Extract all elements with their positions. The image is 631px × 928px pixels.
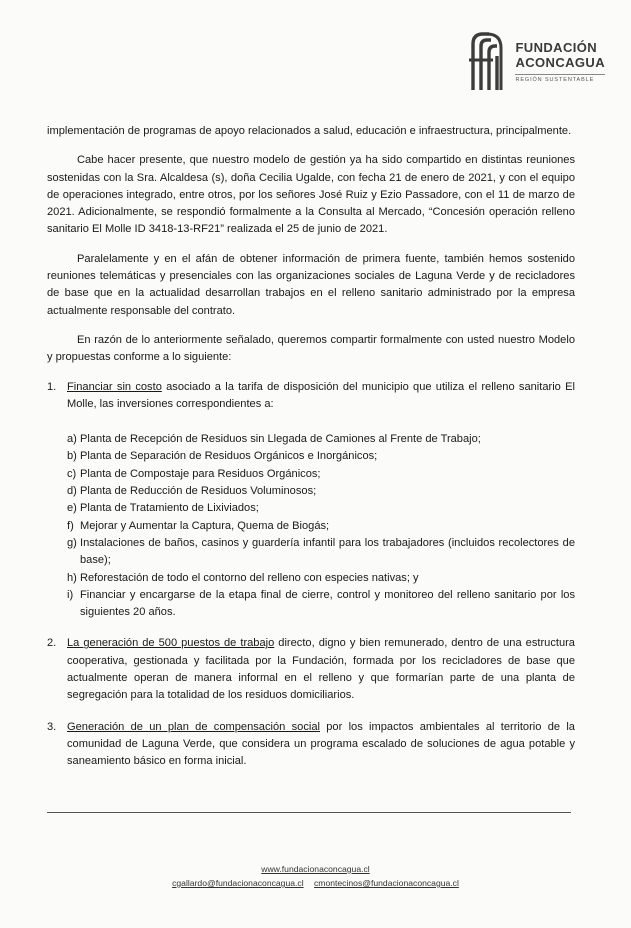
sublist-item (67, 483, 575, 500)
sublist-text: Financiar y encargarse de la etapa final de cierre, control y monitoreo del relleno sanitario por los siguientes 20 años. (80, 588, 575, 619)
sublist-item (67, 518, 575, 535)
paragraph-continuation: implementación de programas de apoyo relacionados a salud, educación e infraestructura, principalmente. (47, 125, 572, 137)
logo-line2: ACONCAGUA (515, 55, 605, 70)
sublist-text: Planta de Tratamiento de Lixiviados; (80, 502, 259, 515)
sublist-letter: h) (67, 571, 77, 584)
footer (0, 862, 631, 890)
footer-divider (47, 812, 571, 813)
proposal-item-2 (47, 635, 575, 704)
item-text (67, 635, 575, 704)
item-lead: Generación de un plan de compensación social (67, 720, 320, 733)
item-lead: Financiar sin costo (67, 380, 162, 393)
email-link-cmontecinos[interactable]: cmontecinos@fundacionaconcagua.cl (314, 878, 459, 888)
item-text (67, 379, 575, 414)
sublist-item (67, 587, 575, 622)
sublist-letter: f) (67, 519, 74, 532)
sublist-letter: d) (67, 485, 77, 498)
logo-tagline: REGIÓN SUSTENTABLE (515, 74, 605, 83)
item-number: 2. (47, 637, 57, 650)
sublist-text: Instalaciones de baños, casinos y guardería infantil para los trabajadores (incluidos recolectores de base); (80, 536, 575, 567)
sublist-item (67, 500, 575, 517)
sublist-item (67, 535, 575, 570)
logo-mark-icon (467, 30, 507, 92)
sublist-item (67, 431, 575, 448)
logo-line1: FUNDACIÓN (515, 40, 598, 55)
sublist-letter: c) (67, 467, 77, 480)
sublist-letter: i) (67, 588, 74, 601)
sublist-letter: b) (67, 450, 77, 463)
sublist-item (67, 570, 575, 587)
item-rest: por los impactos ambientales al territorio de la comunidad de Laguna Verde, que considera un programa escalado de soluciones de agua potable y saneamiento básico en forma inicial. (67, 720, 575, 768)
sublist-item (67, 448, 575, 465)
sublist-text: Planta de Reducción de Residuos Voluminosos; (80, 485, 317, 498)
investment-sublist (67, 431, 575, 621)
letter-body (47, 123, 575, 785)
fundacion-aconcagua-logo (467, 30, 605, 92)
sublist-text: Reforestación de todo el contorno del relleno con especies nativas; y (80, 571, 419, 584)
website-link[interactable]: www.fundacionaconcagua.cl (261, 864, 370, 874)
paragraph-meetings: Paralelamente y en el afán de obtener información de primera fuente, también hemos sostenido reuniones telemáticas y presenciales con las organizaciones sociales de Laguna Verde y de recicladores de base que en la actualidad desarrollan trabajos en el relleno sanitario administrado por la empresa actualmente responsable del contrato. (47, 252, 575, 317)
proposal-item-3 (47, 719, 575, 771)
paragraph-management-model: Cabe hacer presente, que nuestro modelo de gestión ya ha sido compartido en distintas reuniones sostenidas con la Sra. Alcaldesa (s), doña Cecilia Ugalde, con fecha 21 de enero de 2021, y con el equipo de operaciones integrado, entre otros, por los señores José Ruiz y Ezio Passadore, con el 11 de marzo de 2021. Adicionalmente, se respondió formalmente a la Consulta al Mercado, “Concesión operación relleno sanitario El Molle ID 3418-13-RF21” realizada el 25 de junio de 2021. (47, 154, 575, 236)
proposal-list (47, 379, 575, 771)
sublist-text: Planta de Compostaje para Residuos Orgánicos; (80, 467, 321, 480)
sublist-letter: g) (67, 536, 77, 549)
sublist-letter: a) (67, 433, 77, 446)
sublist-text: Mejorar y Aumentar la Captura, Quema de Biogás; (80, 519, 330, 532)
sublist-text: Planta de Recepción de Residuos sin Llegada de Camiones al Frente de Trabajo; (80, 433, 481, 446)
item-rest: directo, digno y bien remunerado, dentro de una estructura cooperativa, gestionada y facilitada por la Fundación, formada por los recicladores de base que actualmente operan de manera informal en el relleno y que formarían parte de una planta de segregación para la totalidad de los residuos domiciliarios. (67, 637, 575, 702)
sublist-text: Planta de Separación de Residuos Orgánicos e Inorgánicos; (80, 450, 378, 463)
item-rest: asociado a la tarifa de disposición del municipio que utiliza el relleno sanitario El Molle, las inversiones correspondientes a: (67, 380, 575, 410)
sublist-letter: e) (67, 502, 77, 515)
paragraph-proposal-intro: En razón de lo anteriormente señalado, queremos compartir formalmente con usted nuestro Modelo y propuestas conforme a lo siguiente: (47, 333, 575, 364)
item-number: 1. (47, 380, 57, 393)
email-link-cgallardo[interactable]: cgallardo@fundacionaconcagua.cl (172, 878, 304, 888)
item-text (67, 719, 575, 771)
item-number: 3. (47, 720, 57, 733)
sublist-item (67, 466, 575, 483)
proposal-item-1 (47, 379, 575, 622)
item-lead: La generación de 500 puestos de trabajo (67, 637, 275, 650)
